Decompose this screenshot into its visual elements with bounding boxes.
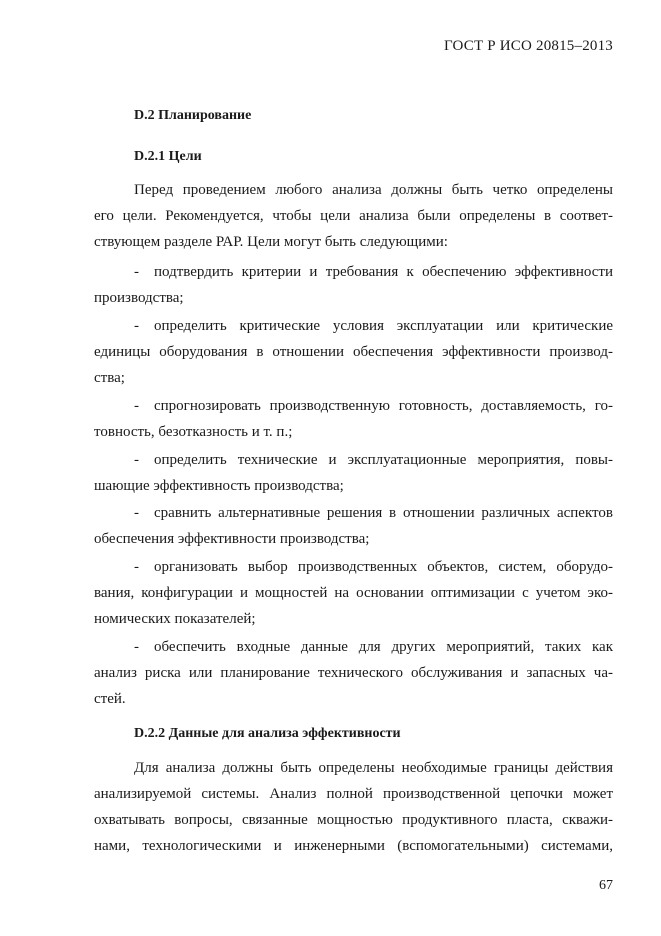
list-item — [134, 503, 613, 523]
list-item-continuation: производства; — [94, 290, 184, 306]
subsection-heading-goals: D.2.1 Цели — [134, 149, 202, 164]
list-item — [134, 396, 613, 416]
list-item-text: обеспечить входные данные для других мероприятий, таких как — [154, 639, 613, 655]
list-item — [134, 557, 613, 577]
list-dash: - — [134, 264, 139, 280]
list-item — [134, 316, 613, 336]
list-dash: - — [134, 318, 139, 334]
list-item — [134, 262, 613, 282]
list-item-continuation: обеспечения эффективности производства; — [94, 531, 370, 547]
list-item-continuation: шающие эффективность производства; — [94, 478, 344, 494]
list-dash: - — [134, 559, 139, 575]
list-dash: - — [134, 505, 139, 521]
paragraph-line: Для анализа должны быть определены необходимые границы действия — [134, 760, 613, 776]
list-item-continuation: стей. — [94, 691, 126, 707]
paragraph-line: нами, технологическими и инженерными (вспомогательными) системами, — [94, 838, 613, 854]
list-item-continuation: единицы оборудования в отношении обеспечения эффективности производ- — [94, 344, 613, 360]
list-item-continuation: ства; — [94, 370, 125, 386]
list-item-continuation: товность, безотказность и т. п.; — [94, 424, 293, 440]
page-number: 67 — [599, 878, 613, 893]
list-item — [134, 637, 613, 657]
list-item — [134, 450, 613, 470]
subsection-heading-data: D.2.2 Данные для анализа эффективности — [134, 726, 401, 741]
list-item-text: подтвердить критерии и требования к обеспечению эффективности — [154, 264, 613, 280]
list-item-text: организовать выбор производственных объектов, систем, оборудо- — [154, 559, 613, 575]
paragraph-line: анализируемой системы. Анализ полной производственной цепочки может — [94, 786, 613, 802]
list-item-text: определить технические и эксплуатационные мероприятия, повы- — [154, 452, 613, 468]
paragraph-line: его цели. Рекомендуется, чтобы цели анализа были определены в соответ- — [94, 208, 613, 224]
list-item-continuation: номических показателей; — [94, 611, 256, 627]
document-id: ГОСТ Р ИСО 20815–2013 — [444, 38, 613, 54]
list-dash: - — [134, 452, 139, 468]
list-dash: - — [134, 639, 139, 655]
list-item-text: сравнить альтернативные решения в отношении различных аспектов — [154, 505, 613, 521]
list-item-continuation: вания, конфигурации и мощностей на основании оптимизации с учетом эко- — [94, 585, 613, 601]
list-dash: - — [134, 398, 139, 414]
list-item-continuation: анализ риска или планирование технического обслуживания и запасных ча- — [94, 665, 613, 681]
paragraph-line: охватывать вопросы, связанные мощностью продуктивного пласта, скважи- — [94, 812, 613, 828]
paragraph-line: Перед проведением любого анализа должны быть четко определены — [134, 182, 613, 198]
section-heading: D.2 Планирование — [134, 108, 252, 123]
list-item-text: спрогнозировать производственную готовность, доставляемость, го- — [154, 398, 613, 414]
paragraph-line: ствующем разделе РАР. Цели могут быть следующими: — [94, 234, 448, 250]
list-item-text: определить критические условия эксплуатации или критические — [154, 318, 613, 334]
